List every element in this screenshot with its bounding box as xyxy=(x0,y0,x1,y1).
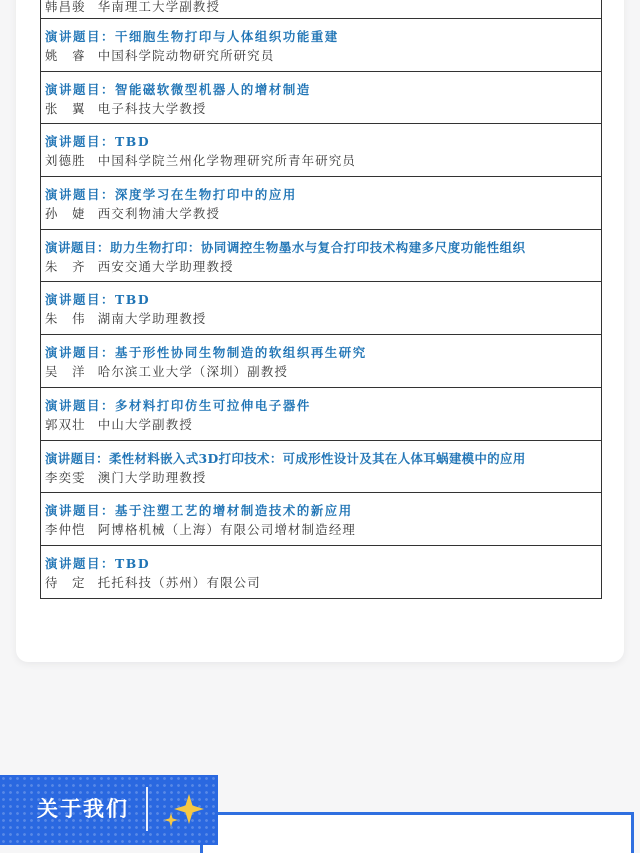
about-banner xyxy=(0,775,218,845)
speaker-name: 刘德胜 xyxy=(45,153,86,169)
speaker-affiliation: 中山大学副教授 xyxy=(97,416,193,432)
about-title: 关于我们 xyxy=(37,797,129,821)
speaker-affiliation: 华南理工大学副教授 xyxy=(97,0,221,14)
talk-title: 演讲题目：基于注塑工艺的增材制造技术的新应用 xyxy=(45,503,353,519)
table-row xyxy=(41,124,601,177)
talk-title: 演讲题目：TBD xyxy=(45,134,151,150)
speaker-line xyxy=(45,204,597,223)
speaker-line xyxy=(45,520,597,539)
speaker-affiliation: 西交利物浦大学教授 xyxy=(97,206,221,222)
speaker-affiliation: 澳门大学助理教授 xyxy=(97,469,207,485)
talk-title: 演讲题目：助力生物打印：协同调控生物墨水与复合打印技术构建多尺度功能性组织 xyxy=(45,239,526,255)
speaker-name: 韩昌骏 xyxy=(45,0,86,14)
speaker-affiliation: 阿博格机械（上海）有限公司增材制造经理 xyxy=(97,522,357,538)
speaker-affiliation: 托托科技（苏州）有限公司 xyxy=(97,574,261,590)
sparkle-icon xyxy=(162,791,206,831)
table-row xyxy=(41,546,601,599)
speaker-line xyxy=(45,415,597,434)
talk-title: 演讲题目：柔性材料嵌入式3D打印技术：可成形性设计及其在人体耳蜗建模中的应用 xyxy=(45,450,526,466)
speaker-line xyxy=(45,99,597,118)
speaker-name: 郭双壮 xyxy=(45,416,86,432)
speaker-affiliation: 哈尔滨工业大学（深圳）副教授 xyxy=(97,364,289,380)
speaker-name: 朱 伟 xyxy=(45,311,86,327)
talk-title: 演讲题目：深度学习在生物打印中的应用 xyxy=(45,187,297,203)
talk-title: 演讲题目：智能磁软微型机器人的增材制造 xyxy=(45,81,311,97)
speaker-name: 姚 睿 xyxy=(45,48,86,63)
speaker-name: 待 定 xyxy=(45,574,86,590)
speaker-line xyxy=(45,0,597,16)
speaker-name: 李仲恺 xyxy=(45,522,86,538)
table-row xyxy=(41,282,601,335)
speaker-affiliation: 中国科学院动物研究所研究员 xyxy=(97,48,275,63)
banner-divider xyxy=(146,787,148,831)
table-row xyxy=(41,72,601,125)
speaker-line xyxy=(45,151,597,170)
talk-title: 演讲题目：基于形性协同生物制造的软组织再生研究 xyxy=(45,345,367,361)
speaker-line xyxy=(45,573,597,592)
talk-title: 演讲题目：干细胞生物打印与人体组织功能重建 xyxy=(45,29,339,44)
speaker-line xyxy=(45,362,597,381)
speaker-name: 吴 洋 xyxy=(45,364,86,380)
table-row xyxy=(41,388,601,441)
table-row xyxy=(41,335,601,388)
about-content-frame xyxy=(200,812,634,853)
table-row xyxy=(41,0,601,19)
speaker-affiliation: 中国科学院兰州化学物理研究所青年研究员 xyxy=(97,153,357,169)
speaker-affiliation: 西安交通大学助理教授 xyxy=(97,258,234,274)
table-row xyxy=(41,19,601,72)
table-row xyxy=(41,230,601,283)
speaker-name: 孙 婕 xyxy=(45,206,86,222)
speaker-line xyxy=(45,46,597,65)
speaker-name: 李奕雯 xyxy=(45,469,86,485)
table-row xyxy=(41,177,601,230)
about-section xyxy=(0,775,640,853)
table-row xyxy=(41,493,601,546)
speaker-affiliation: 湖南大学助理教授 xyxy=(97,311,207,327)
speaker-table xyxy=(40,0,602,599)
talk-title: 演讲题目：多材料打印仿生可拉伸电子器件 xyxy=(45,397,311,413)
speaker-line xyxy=(45,468,597,487)
speaker-affiliation: 电子科技大学教授 xyxy=(97,100,207,116)
speaker-line xyxy=(45,257,597,276)
speaker-name: 朱 齐 xyxy=(45,258,86,274)
talk-title: 演讲题目：TBD xyxy=(45,555,151,571)
table-row xyxy=(41,441,601,494)
talk-title: 演讲题目：TBD xyxy=(45,292,151,308)
speaker-line xyxy=(45,309,597,328)
speaker-name: 张 翼 xyxy=(45,100,86,116)
